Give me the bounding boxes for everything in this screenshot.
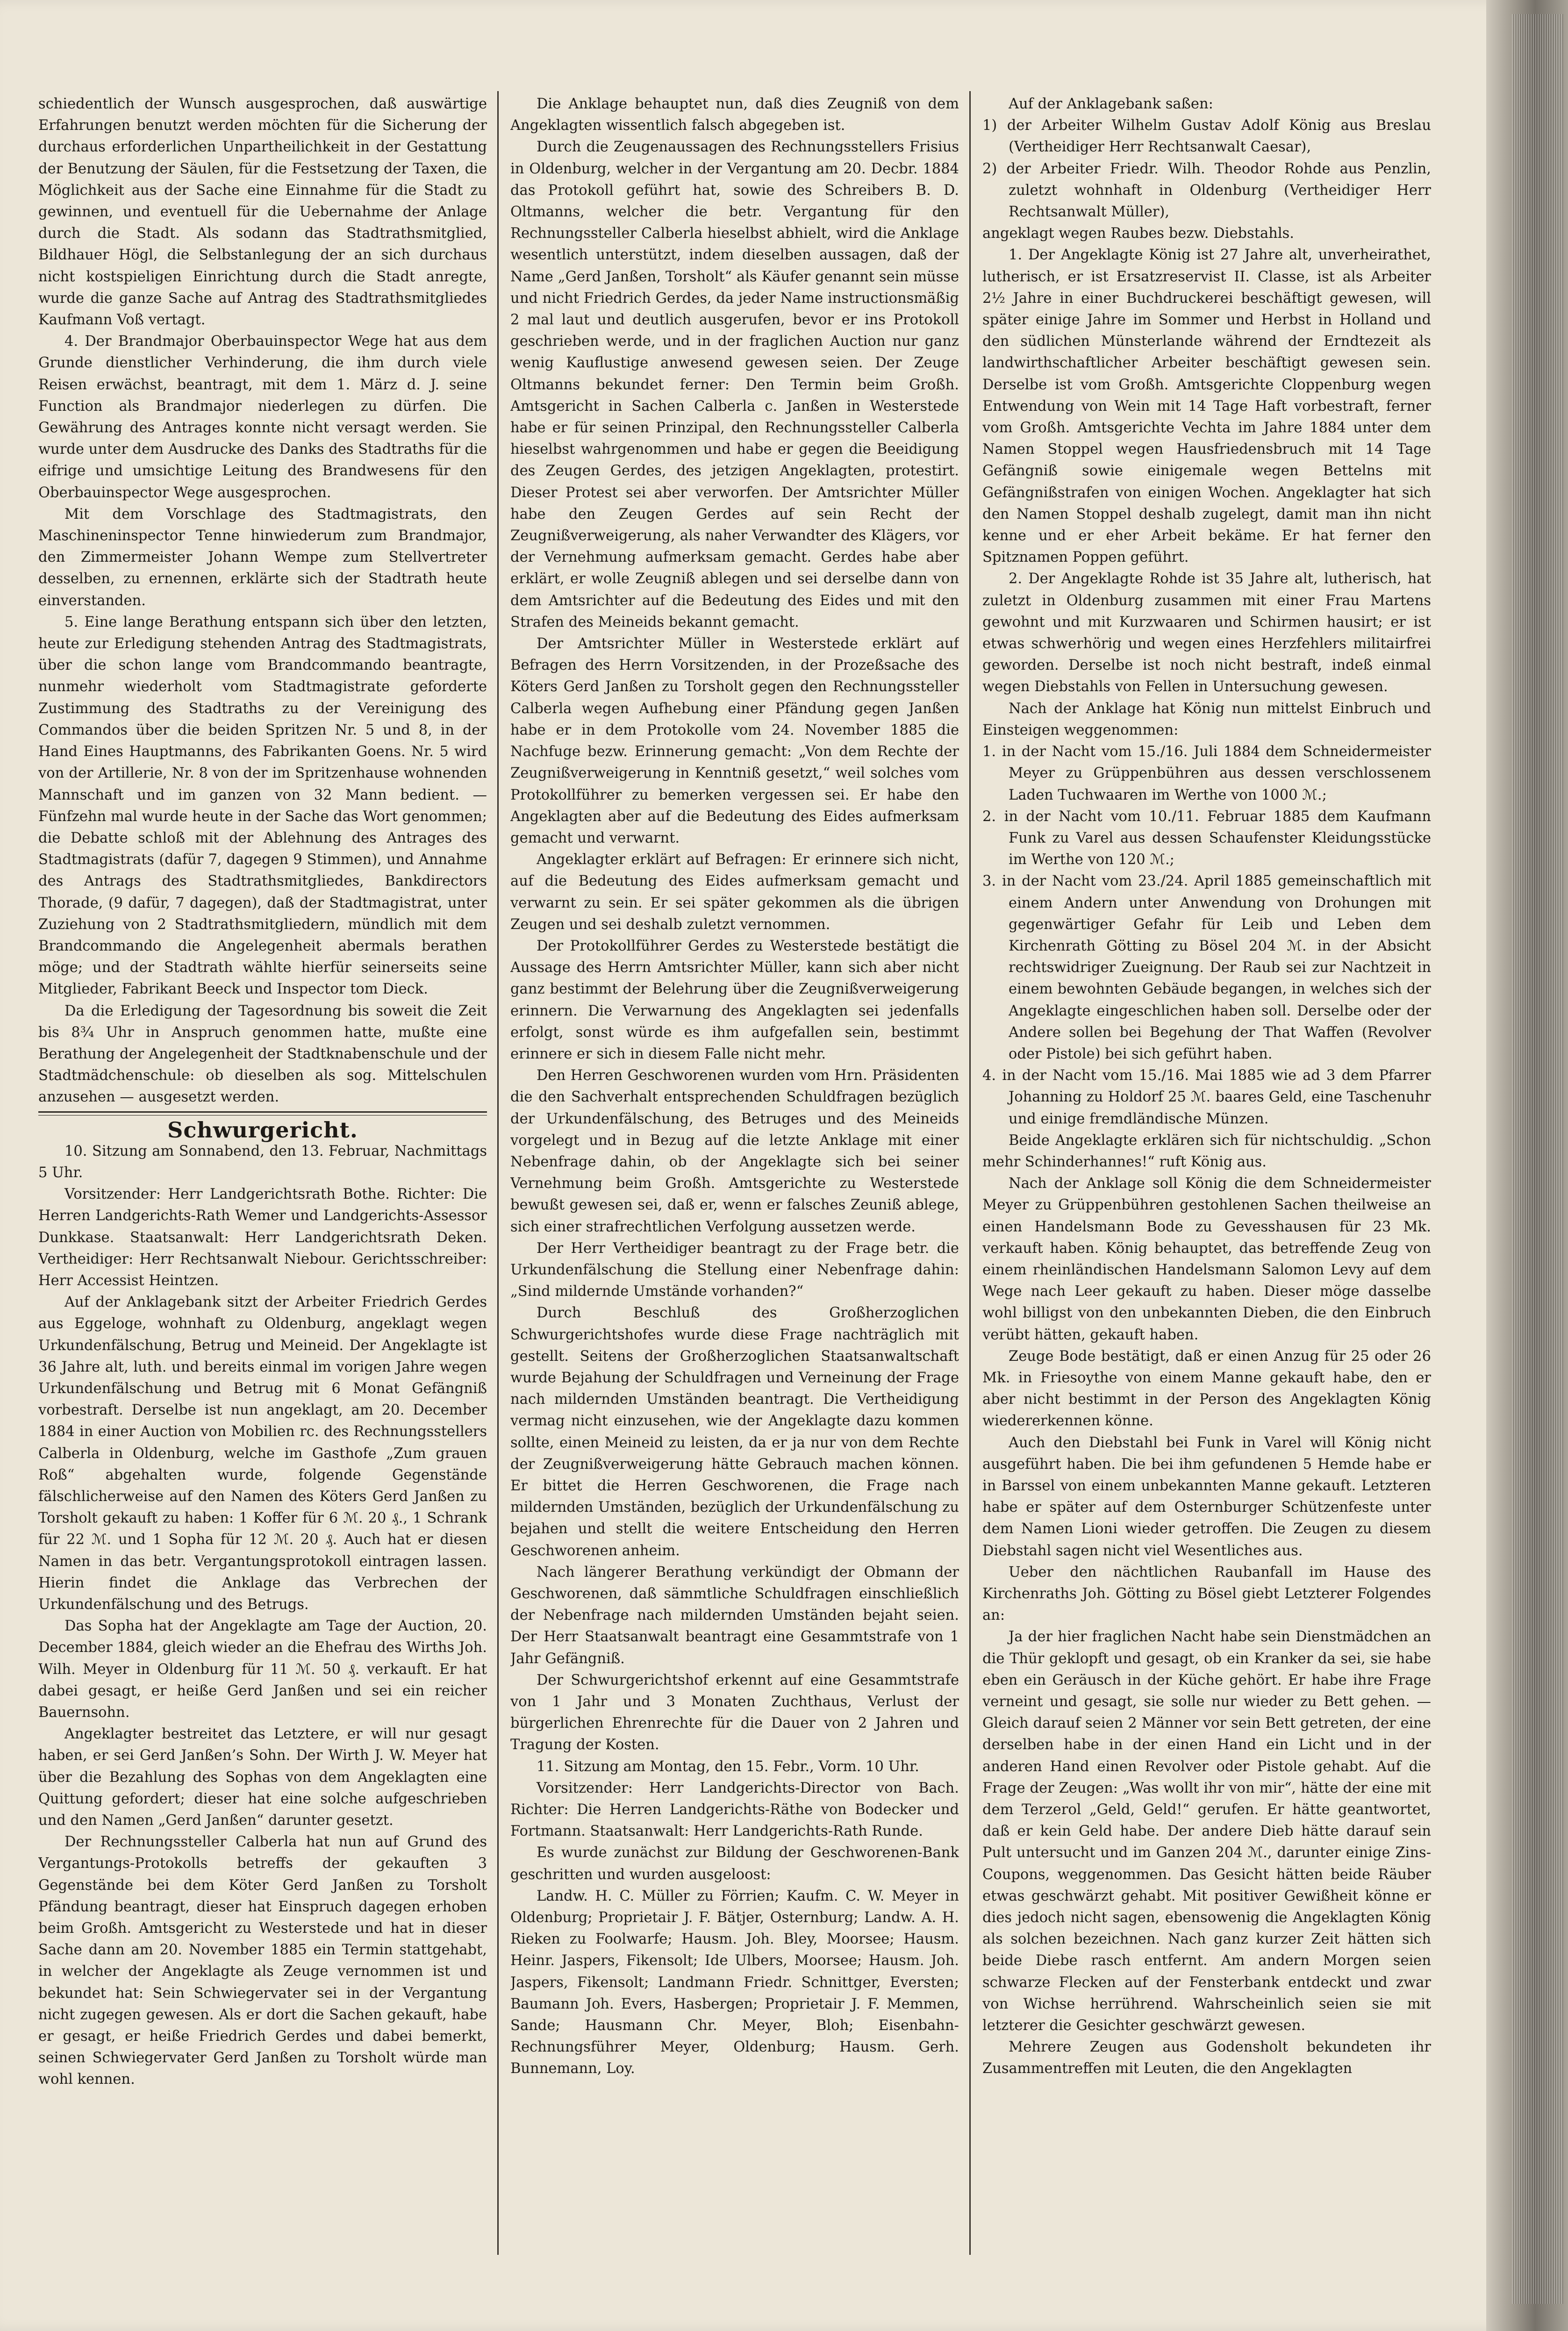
list-item: 4. in der Nacht vom 15./16. Mai 1885 wie ad 3 dem Pfarrer Johanning zu Holdorf 25 ℳ. baares Geld, eine Taschenuhr und einige fremdländische Münzen.: [982, 1067, 1431, 1127]
paragraph: Ja der hier fraglichen Nacht habe sein Dienstmädchen an die Thür geklopft und gesagt, ob ein Kranker da sei, sie habe eben ein Geräusch in der Küche gehört. Er habe ihre Frage verneint und gesagt, sie solle nur wieder zu Bett gehen. — Gleich darauf seien 2 Männer vor sein Bett getreten, der eine derselben habe in der einen Hand ein Licht und in der anderen Hand einen Revolver oder Pistole gehabt. Auf die Frage der Zeugen: „Was wollt ihr von mir“, hätte der eine mit dem Terzerol „Geld, Geld!“ gerufen. Er hätte geantwortet, daß er kein Geld habe. Der andere Dieb hätte darauf sein Pult untersucht und im Ganzen 204 ℳ., darunter einige Zins-Coupons, weggenommen. Das Gesicht hätten beide Räuber etwas geschwärzt gehabt. Mit positiver Gewißheit könne er dies jedoch nicht sagen, ebensowenig die Angeklagten König als solchen bezeichnen. Nach ganz kurzer Zeit hätten sich beide Diebe rasch entfernt. Am andern Morgen seien schwarze Flecken auf der Fensterbank entdeckt und zwar von Wichse herrührend. Wahrscheinlich seien sie mit letzterer die Gesichter geschwärzt gewesen.: [982, 1629, 1431, 2034]
section-title: Schwurgericht.: [167, 1117, 358, 1143]
paragraph: Der Herr Vertheidiger beantragt zu der Frage betr. die Urkundenfälschung die Stellung einer Nebenfrage dahin: „Sind mildernde Umstände vorhanden?“: [510, 1240, 959, 1300]
paragraph: Es wurde zunächst zur Bildung der Geschworenen-Bank geschritten und wurden ausgeloost:: [510, 1845, 959, 1883]
list-item: 2) der Arbeiter Friedr. Wilh. Theodor Rohde aus Penzlin, zuletzt wohnhaft in Oldenburg (Vertheidiger Herr Rechtsanwalt Müller),: [982, 160, 1431, 221]
paragraph: 11. Sitzung am Montag, den 15. Febr., Vorm. 10 Uhr.: [537, 1758, 919, 1775]
paragraph: Nach längerer Berathung verkündigt der Obmann der Geschworenen, daß sämmtliche Schuldfragen einschließlich der Nebenfrage nach mildernden Umständen bejaht seien. Der Herr Staatsanwalt beantragt eine Gesammtstrafe von 1 Jahr Gefängniß.: [510, 1564, 959, 1667]
paragraph: Angeklagter erklärt auf Befragen: Er erinnere sich nicht, auf die Bedeutung des Eides aufmerksam gemacht und verwarnt zu sein. Er sei später gekommen als die übrigen Zeugen und sei deshalb zuletzt vernommen.: [510, 851, 959, 933]
paragraph: 2. Der Angeklagte Rohde ist 35 Jahre alt, lutherisch, hat zuletzt in Oldenburg zusammen mit einer Frau Martens gewohnt und mit Kurzwaaren und Schirmen hausirt; er ist etwas schwerhörig und wegen eines Herzfehlers militairfrei geworden. Derselbe ist noch nicht bestraft, indeß einmal wegen Diebstahls von Fellen in Untersuchung gewesen.: [982, 571, 1431, 695]
paragraph: Die Anklage behauptet nun, daß dies Zeugniß von dem Angeklagten wissentlich falsch abgegeben ist.: [510, 96, 959, 134]
column-2: [510, 93, 959, 2290]
paragraph: Landw. H. C. Müller zu Förrien; Kaufm. C. W. Meyer in Oldenburg; Proprietair J. F. Bätjer, Osternburg; Landw. A. H. Rieken zu Foolwarfe; Hausm. Joh. Bley, Moorsee; Hausm. Heinr. Jaspers, Fikensolt; Ide Ulbers, Moorsee; Hausm. Joh. Jaspers, Fikensolt; Landmann Friedr. Schnittger, Eversten; Baumann Joh. Evers, Hasbergen; Proprietair J. F. Memmen, Sande; Hausmann Chr. Meyer, Bloh; Eisenbahn-Rechnungsführer Meyer, Oldenburg; Hausm. Gerh. Bunnemann, Loy.: [510, 1888, 959, 2077]
paragraph: Den Herren Geschworenen wurden vom Hrn. Präsidenten die den Sachverhalt entsprechenden Schuldfragen bezüglich der Urkundenfälschung, des Betruges und des Meineids vorgelegt und in Bezug auf die letzte Anklage mit einer Nebenfrage dahin, ob der Angeklagte sich bei seiner Vernehmung beim Großh. Amtsgerichte zu Westerstede bewußt gewesen sei, daß er, wenn er falsches Zeuniß ablege, sich einer strafrechtlichen Verfolgung aussetzen werde.: [510, 1067, 959, 1235]
paragraph: Der Schwurgerichtshof erkennt auf eine Gesammtstrafe von 1 Jahr und 3 Monaten Zuchthaus, Verlust der bürgerlichen Ehrenrechte für die Dauer von 2 Jahren und Tragung der Kosten.: [510, 1672, 959, 1753]
paragraph: Der Protokollführer Gerdes zu Westerstede bestätigt die Aussage des Herrn Amtsrichter Müller, kann sich aber nicht ganz bestimmt der Belehrung über die Zeugnißverweigerung erinnern. Die Verwarnung des Angeklagten sei jedenfalls erfolgt, sonst würde es ihm aufgefallen sein, bestimmt erinnere er sich in diesem Falle nicht mehr.: [510, 937, 959, 1062]
paragraph: Auf der Anklagebank sitzt der Arbeiter Friedrich Gerdes aus Eggeloge, wohnhaft zu Oldenburg, angeklagt wegen Urkundenfälschung, Betrug und Meineid. Der Angeklagte ist 36 Jahre alt, luth. und bereits einmal im vorigen Jahre wegen Urkundenfälschung und Betrug mit 6 Monat Gefängniß vorbestraft. Derselbe ist nun angeklagt, am 20. December 1884 in einer Auction von Mobilien rc. des Rechnungsstellers Calberla in Oldenburg, welche im Gasthofe „Zum grauen Roß“ abgehalten wurde, folgende Gegenstände fälschlicherweise auf den Namen des Köters Gerd Janßen zu Torsholt gekauft zu haben: 1 Koffer für 6 ℳ. 20 ₰., 1 Schrank für 22 ℳ. und 1 Sopha für 12 ℳ. 20 ₰. Auch hat er diesen Namen in das betr. Vergantungsprotokoll eintragen lassen. Hierin findet die Anklage das Verbrechen der Urkundenfälschung und des Betrugs.: [38, 1294, 487, 1613]
paragraph: 1. Der Angeklagte König ist 27 Jahre alt, unverheirathet, lutherisch, er ist Ersatzreservist II. Classe, ist als Arbeiter 2½ Jahre in einer Buchdruckerei beschäftigt gewesen, will später einige Jahre im Sommer und Herbst in Holland und den südlichen Münsterlande während der Erndtezeit als landwirthschaftlicher Arbeiter beschäftigt gewesen sein. Derselbe ist vom Großh. Amtsgerichte Cloppenburg wegen Entwendung von Wein mit 14 Tage Haft vorbestraft, ferner vom Großh. Amtsgerichte Vechta im Jahre 1884 unter dem Namen Stoppel wegen Hausfriedensbruch mit 14 Tage Gefängniß sowie einigemale wegen Bettelns mit Gefängnißstrafen von einigen Wochen. Angeklagter hat sich den Namen Stoppel deshalb zugelegt, damit man ihn nicht kenne und er eher Arbeit bekäme. Er hat ferner den Spitznamen Poppen geführt.: [982, 247, 1431, 566]
page-stack-edges: [1512, 14, 1563, 2304]
paragraph: 5. Eine lange Berathung entspann sich über den letzten, heute zur Erledigung stehenden Antrag des Stadtmagistrats, über die schon lange vom Brandcommando beantragte, nunmehr wiederholt vom Stadtmagistrate geforderte Zustimmung des Stadtraths zu der Vereinigung des Commandos über die beiden Spritzen Nr. 5 und 8, in der Hand Eines Hauptmanns, des Fabrikanten Goens. Nr. 5 wird von der Artillerie, Nr. 8 von der im Spritzenhause wohnenden Mannschaft und im ganzen von 32 Mann bedient. — Fünfzehn mal wurde heute in der Sache das Wort genommen; die Debatte schloß mit der Ablehnung des Antrages des Stadtmagistrats (dafür 7, dagegen 9 Stimmen), und Annahme des Antrags des Stadtrathsmitgliedes, Bankdirectors Thorade, (9 dafür, 7 dagegen), daß der Stadtmagistrat, unter Zuziehung von 2 Stadtrathsmitgliedern, mündlich mit dem Brandcommando die Angelegenheit abermals berathen möge; und der Stadtrath wählte hierfür seinerseits seine Mitglieder, Fabrikant Beeck und Inspector tom Dieck.: [38, 614, 487, 998]
list-item: 1) der Arbeiter Wilhelm Gustav Adolf König aus Breslau (Vertheidiger Herr Rechtsanwalt Caesar),: [982, 117, 1431, 156]
paragraph: Zeuge Bode bestätigt, daß er einen Anzug für 25 oder 26 Mk. in Friesoythe von einem Manne gekauft habe, den er aber nicht bestimmt in der Person des Angeklagten König wiedererkennen könne.: [982, 1348, 1431, 1430]
column-rule: [969, 91, 971, 2255]
paragraph: Vorsitzender: Herr Landgerichtsrath Bothe. Richter: Die Herren Landgerichts-Rath Wemer und Landgerichts-Assessor Dunkkase. Staatsanwalt: Herr Landgerichtsrath Deken. Vertheidiger: Herr Rechtsanwalt Niebour. Gerichtsschreiber: Herr Accessist Heintzen.: [38, 1186, 487, 1289]
paragraph: Der Amtsrichter Müller in Westerstede erklärt auf Befragen des Herrn Vorsitzenden, in der Prozeßsache des Köters Gerd Janßen zu Torsholt gegen den Rechnungssteller Calberla wegen Aufhebung einer Pfändung gegen Janßen habe er in dem Protokolle vom 24. November 1885 die Nachfuge bezw. Erinnerung gemacht: „Von dem Rechte der Zeugnißverweigerung in Kenntniß gesetzt,“ weil solches vom Protokollführer zu bemerken vergessen sei. Er habe den Angeklagten aber auf die Bedeutung des Eides aufmerksam gemacht und verwarnt.: [510, 636, 959, 846]
paragraph: Mit dem Vorschlage des Stadtmagistrats, den Maschineninspector Tenne hinwiederum zum Brandmajor, den Zimmermeister Johann Wempe zum Stellvertreter desselben, zu ernennen, erklärte sich der Stadtrath heute einverstanden.: [38, 506, 487, 609]
paragraph: Durch Beschluß des Großherzoglichen Schwurgerichtshofes wurde diese Frage nachträglich mit gestellt. Seitens der Großherzoglichen Staatsanwaltschaft wurde Bejahung der Schuldfragen und Verneinung der Frage nach mildernden Umständen beantragt. Die Vertheidigung vermag nicht einzusehen, wie der Angeklagte dazu kommen sollte, einen Meineid zu leisten, da er ja nur von dem Rechte der Zeugnißverweigerung hätte Gebrauch machen können. Er bittet die Herren Geschworenen, die Frage nach mildernden Umständen, bezüglich der Urkundenfälschung zu bejahen und stellt die weitere Entscheidung den Herren Geschworenen anheim.: [510, 1305, 959, 1559]
paragraph: Das Sopha hat der Angeklagte am Tage der Auction, 20. December 1884, gleich wieder an die Ehefrau des Wirths Joh. Wilh. Meyer in Oldenburg für 11 ℳ. 50 ₰. verkauft. Er hat dabei gesagt, er heiße Gerd Janßen und sei ein reicher Bauernsohn.: [38, 1618, 487, 1721]
paragraph: Auch den Diebstahl bei Funk in Varel will König nicht ausgeführt haben. Die bei ihm gefundenen 5 Hemde habe er in Barssel von einem unbekannten Manne gekauft. Letzteren habe er später auf dem Osternburger Schützenfeste unter dem Namen Lioni wieder getroffen. Die Zeugen zu diesem Diebstahl sagen nicht viel Wesentliches aus.: [982, 1434, 1431, 1559]
paragraph: Mehrere Zeugen aus Godensholt bekundeten ihr Zusammentreffen mit Leuten, die den Angeklagten: [982, 2039, 1431, 2077]
column-3: [982, 93, 1431, 2290]
paragraph: Auf der Anklagebank saßen:: [1009, 96, 1213, 112]
paragraph: angeklagt wegen Raubes bezw. Diebstahls.: [982, 225, 1294, 242]
list-item: 1. in der Nacht vom 15./16. Juli 1884 dem Schneidermeister Meyer zu Grüppenbühren aus dessen verschlossenem Laden Tuchwaaren im Werthe von 1000 ℳ.;: [982, 744, 1431, 803]
paragraph: Nach der Anklage hat König nun mittelst Einbruch und Einsteigen weggenommen:: [982, 700, 1431, 738]
paragraph: Ueber den nächtlichen Raubanfall im Hause des Kirchenraths Joh. Götting zu Bösel giebt Letzterer Folgendes an:: [982, 1564, 1431, 1624]
paragraph: Da die Erledigung der Tagesordnung bis soweit die Zeit bis 8¾ Uhr in Anspruch genommen hatte, mußte eine Berathung der Angelegenheit der Stadtknabenschule und der Stadtmädchenschule: ob dieselben als sog. Mittelschulen anzusehen — ausgesetzt werden.: [38, 1002, 487, 1106]
list-item: 3. in der Nacht vom 23./24. April 1885 gemeinschaftlich mit einem Andern unter Anwendung von Drohungen mit gegenwärtiger Gefahr für Leib und Leben dem Kirchenrath Götting zu Bösel 204 ℳ. in der Absicht rechtswidriger Zueignung. Der Raub sei zur Nachtzeit in einem bewohnten Gebäude begangen, in welches sich der Angeklagte eingeschlichen haben soll. Derselbe oder der Andere sollen bei Begehung der That Waffen (Revolver oder Pistole) bei sich geführt haben.: [982, 873, 1431, 1062]
paragraph: Der Rechnungssteller Calberla hat nun auf Grund des Vergantungs-Protokolls betreffs der gekauften 3 Gegenstände bei dem Köter Gerd Janßen zu Torsholt Pfändung beantragt, dieser hat Einspruch dagegen erhoben beim Großh. Amtsgericht zu Westerstede und hat in dieser Sache dann am 20. November 1885 ein Termin stattgehabt, in welcher der Angeklagte als Zeuge vernommen ist und bekundet hat: Sein Schwiegervater sei in der Vergantung nicht zugegen gewesen. Als er dort die Sachen gekauft, habe er gesagt, er heiße Friedrich Gerdes und dabei bemerkt, seinen Schwiegervater Gerd Janßen zu Torsholt würde man wohl kennen.: [38, 1834, 487, 2088]
paragraph: schiedentlich der Wunsch ausgesprochen, daß auswärtige Erfahrungen benutzt werden möchten für die Sicherung der durchaus erforderlichen Unpartheilichkeit in der Gestattung der Benutzung der Säulen, für die Festsetzung der Taxen, die Möglichkeit aus der Sache eine Einnahme für die Stadt zu gewinnen, und eventuell für die Uebernahme der Anlage durch die Stadt. Als sodann das Stadtrathsmitglied, Bildhauer Högl, die Selbstanlegung der an sich durchaus nicht kostspieligen Einrichtung durch die Stadt anregte, wurde die ganze Sache auf Antrag des Stadtrathsmitgliedes Kaufmann Voß vertagt.: [38, 96, 487, 329]
paragraph: Angeklagter bestreitet das Letztere, er will nur gesagt haben, er sei Gerd Janßen’s Sohn. Der Wirth J. W. Meyer hat über die Bezahlung des Sophas von dem Angeklagten eine Quittung gefordert; dieser hat eine solche aufgeschrieben und den Namen „Gerd Janßen“ darunter gesetzt.: [38, 1726, 487, 1829]
column-rule: [497, 91, 499, 2255]
section-divider: [38, 1111, 487, 1115]
paragraph: Nach der Anklage soll König die dem Schneidermeister Meyer zu Grüppenbühren gestohlenen Sachen theilweise an einen Handelsmann Bode zu Gevesshausen für 23 Mk. verkauft haben. König behauptet, das betreffende Zeug von einem rheinländischen Handelsmann Salomon Levy auf dem Wege nach Leer gekauft zu haben. Dieser möge dasselbe wohl billigst von den unbekannten Dieben, die den Einbruch verübt hätten, gekauft haben.: [982, 1175, 1431, 1343]
list-item: 2. in der Nacht vom 10./11. Februar 1885 dem Kaufmann Funk zu Varel aus dessen Schaufenster Kleidungsstücke im Werthe von 120 ℳ.;: [982, 808, 1431, 868]
paragraph: Durch die Zeugenaussagen des Rechnungsstellers Frisius in Oldenburg, welcher in der Vergantung am 20. Decbr. 1884 das Protokoll geführt hat, sowie des Schreibers B. D. Oltmanns, welcher die betr. Vergantung für den Rechnungssteller Calberla hieselbst abhielt, wird die Anklage wesentlich unterstützt, indem dieselben aussagen, daß der Name „Gerd Janßen, Torsholt“ als Käufer genannt sein müsse und nicht Friedrich Gerdes, da jeder Name instructionsmäßig 2 mal laut und deutlich ausgerufen, bevor er ins Protokoll geschrieben werde, und in der fraglichen Auction nur ganz wenig Kauflustige anwesend gewesen seien. Der Zeuge Oltmanns bekundet ferner: Den Termin beim Großh. Amtsgericht in Sachen Calberla c. Janßen in Westerstede habe er für seinen Prinzipal, den Rechnungssteller Calberla hieselbst wahrgenommen und habe er gegen die Beeidigung des Zeugen Gerdes, des jetzigen Angeklagten, protestirt. Dieser Protest sei aber verworfen. Der Amtsrichter Müller habe den Zeugen Gerdes auf sein Recht der Zeugnißverweigerung, als naher Verwandter des Klägers, vor der Vernehmung aufmerksam gemacht. Gerdes habe aber erklärt, er wolle Zeugniß ablegen und sei derselbe dann von dem Amtsrichter auf die Bedeutung des Eides und mit den Strafen des Meineids bekannt gemacht.: [510, 139, 959, 630]
paragraph: 10. Sitzung am Sonnabend, den 13. Februar, Nachmittags 5 Uhr.: [38, 1143, 487, 1181]
paragraph: Beide Angeklagte erklären sich für nichtschuldig. „Schon mehr Schinderhannes!“ ruft König aus.: [982, 1132, 1431, 1170]
paragraph: Vorsitzender: Herr Landgerichts-Director von Bach. Richter: Die Herren Landgerichts-Räthe von Bodecker und Fortmann. Staatsanwalt: Herr Landgerichts-Rath Runde.: [510, 1780, 959, 1840]
column-1: [38, 93, 487, 2290]
paragraph: 4. Der Brandmajor Oberbauinspector Wege hat aus dem Grunde dienstlicher Verhinderung, die ihm durch viele Reisen erwächst, beantragt, mit dem 1. März d. J. seine Function als Brandmajor niederlegen zu dürfen. Die Gewährung des Antrages konnte nicht versagt werden. Sie wurde unter dem Ausdrucke des Danks des Stadtraths für die eifrige und umsichtige Leitung des Brandwesens für den Oberbauinspector Wege ausgesprochen.: [38, 333, 487, 501]
